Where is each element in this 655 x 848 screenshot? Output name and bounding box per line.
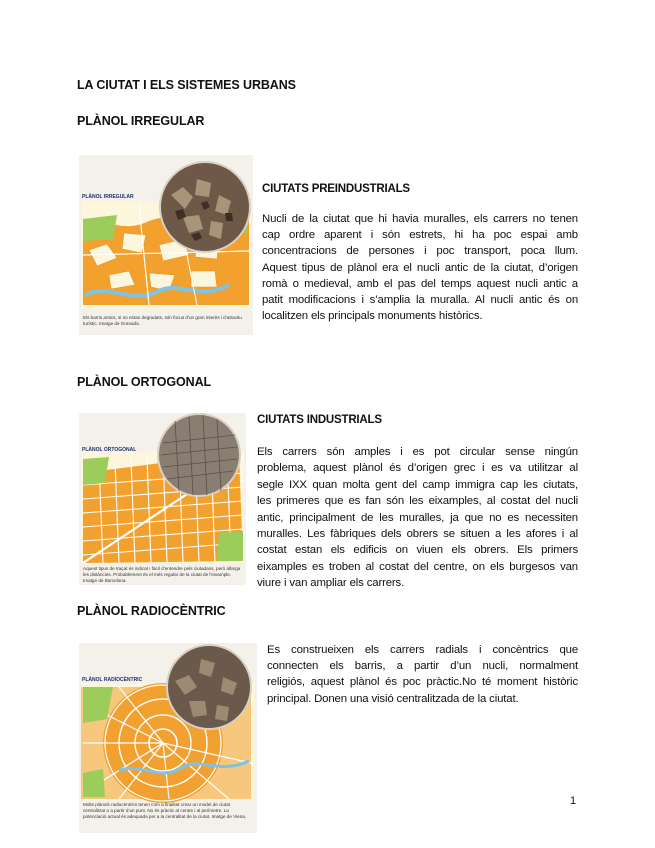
radiocentric-figure-caption: Molts plànols radiocèntrics tenen com a finalitat crear un model de ciutat centralitzat o a partir d’un punt. No és pràctic al centre i al perímetre. La potenciació actual és adequada per a la centralitat de la ciutat. Imatge de Viena.: [83, 802, 247, 819]
paragraph-line: concentracions de persones i poc transport, poca llum.: [262, 245, 578, 258]
irregular-figure-caption: Els barris antics, si no estan degradats, són focus d’un gran interès i d’atractiu turístic. Imatge de Granada.: [83, 315, 242, 326]
ortogonal-map-illustration: [79, 413, 246, 585]
irregular-figure-label: PLÀNOL IRREGULAR: [82, 194, 134, 200]
paragraph-line: antic, principalment de les muralles, ja que no es necessiten: [257, 511, 578, 524]
paragraph-line: Es construeixen els carrers radials i concèntrics que: [267, 644, 578, 656]
ortogonal-figure-label: PLÀNOL ORTOGONAL: [82, 447, 137, 453]
ortogonal-map-figure: [79, 413, 246, 585]
page-title: LA CIUTAT I ELS SISTEMES URBANS: [77, 78, 296, 92]
paragraph-line: patit modificacions i s’amplia la muralla. Al nucli antic és on: [262, 294, 578, 307]
paragraph-line: localitzen els principals monuments històrics.: [262, 310, 483, 323]
paragraph-line: costat estan els edificis on viuen els obrers. Els primers: [257, 544, 578, 557]
paragraph-line: principal. Donen una visió centralitzada de la ciutat.: [267, 692, 519, 705]
paragraph-line: cap ordre aparent i són estrets, hi ha poc espai amb: [262, 229, 578, 242]
subheading-industrials: CIUTATS INDUSTRIALS: [257, 414, 382, 426]
page-number: 1: [570, 795, 577, 807]
section-heading-radiocentric: PLÀNOL RADIOCÈNTRIC: [77, 604, 226, 618]
paragraph-line: muralles. Les fàbriques dels obrers se situen a les afores i al: [257, 528, 578, 541]
radiocentric-paragraph: [267, 642, 578, 707]
paragraph-line: romà o medieval, amb el pas del temps aquest nucli antic a: [262, 277, 578, 290]
irregular-map-illustration: [79, 155, 253, 335]
section-heading-irregular: PLÀNOL IRREGULAR: [77, 114, 205, 128]
paragraph-line: connecten els barris, a partir d’un nucli, normalment: [267, 660, 578, 673]
paragraph-line: segle IXX quan molta gent del camp immigra cap les ciutats,: [257, 478, 578, 491]
paragraph-line: viure i van ampliar els carrers.: [257, 577, 405, 590]
ortogonal-figure-caption: Aquest tipus de traçat és indicat i fàcil d’entendre pels ciutadans, però allarga les distàncies. Probablement és el més regular de la ciutat de l’eixample. Imatge de Barcelona.: [83, 566, 241, 583]
section-heading-ortogonal: PLÀNOL ORTOGONAL: [77, 375, 212, 389]
radiocentric-map-figure: [79, 643, 257, 833]
paragraph-line: religiós, aquest plànol és poc pràctic.No té moment històric: [267, 676, 578, 689]
paragraph-line: eixamples es troben al costat del centre, on els burgesos van: [257, 560, 578, 573]
paragraph-line: Els carrers són amples i es pot circular sense ningún: [257, 446, 578, 458]
radiocentric-figure-label: PLÀNOL RADIOCÈNTRIC: [82, 677, 143, 683]
paragraph-line: Nucli de la ciutat que hi havia muralles, els carrers no tenen: [262, 213, 578, 225]
paragraph-line: Aquest tipus de plànol era el nucli antic de la ciutat, d’origen: [262, 261, 578, 274]
irregular-paragraph: [262, 211, 578, 324]
ortogonal-paragraph: [257, 444, 578, 592]
paragraph-line: problema, aquest plànol és d’origen grec i es va utilitzar al: [257, 462, 578, 475]
irregular-map-figure: [79, 155, 253, 335]
paragraph-line: les primeres que es fan són les eixamples, al costat del nucli: [257, 495, 578, 508]
subheading-preindustrials: CIUTATS PREINDUSTRIALS: [262, 183, 410, 195]
